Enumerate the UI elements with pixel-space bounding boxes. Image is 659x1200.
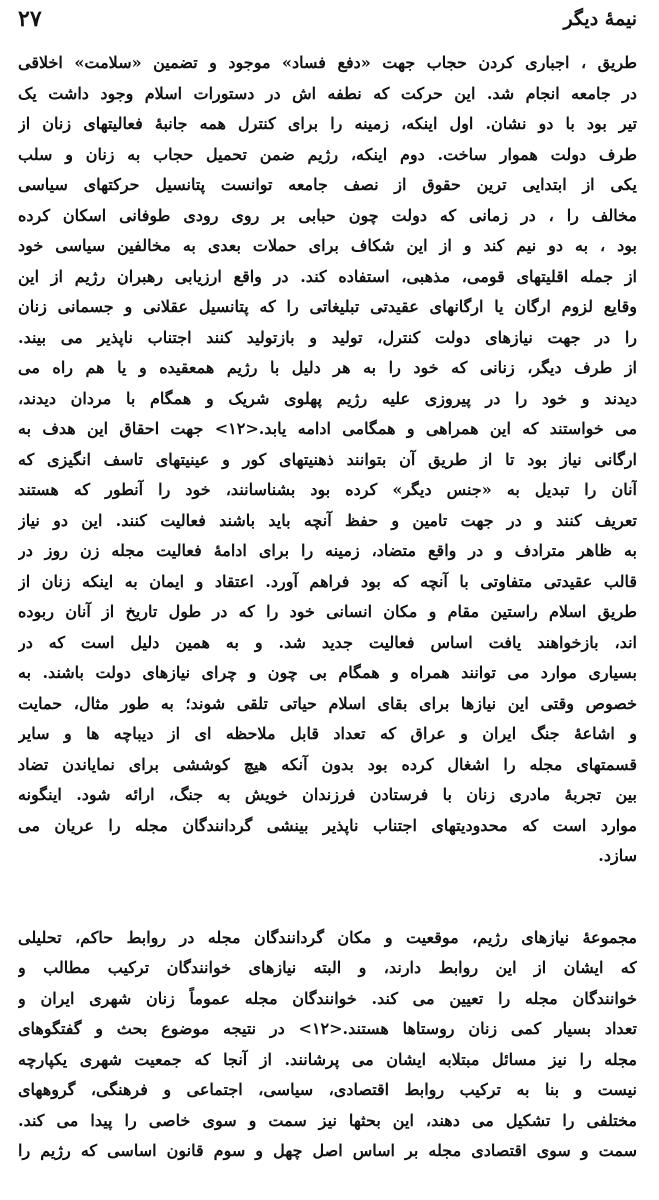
running-title: نیمهٔ دیگر bbox=[563, 8, 637, 30]
text-line: می خواستند که این همراهی و همگامی ادامه یابد.<۱۲> جهت احقاق این هدف به bbox=[18, 419, 637, 438]
text-line: از طرف دیگر، زنانی که خود را به هر دلیل با رژیم همعقیده و یا هم راه می bbox=[18, 358, 637, 377]
page-header bbox=[18, 6, 637, 40]
body-text bbox=[18, 48, 637, 1167]
paragraph-spacer bbox=[18, 872, 637, 923]
text-line: تعداد بسیار کمی زنان روستاها هستند.<۱۲> در نتیجه موضوع بحث و گفتگوهای bbox=[18, 1019, 637, 1038]
text-line: به ظاهر مترادف و در واقع متضاد، زمینه را برای ادامهٔ فعالیت مجله زن روز در bbox=[18, 541, 637, 560]
paragraph-1 bbox=[18, 48, 637, 872]
text-line: یکی از ابتدایی ترین حقوق از نصف جامعه توانست پتانسیل حرکتهای سیاسی bbox=[18, 175, 637, 194]
text-line: قسمتهای مجله را اشغال کرده بود بدون آنکه هیچ کوششی برای نمایاندن تضاد bbox=[18, 754, 637, 774]
text-line: طرف دولت هموار ساخت. دوم اینکه، رژیم ضمن تحمیل حجاب به زنان و سلب bbox=[18, 144, 637, 164]
text-line: نیست و بنا به ترکیب روابط اقتصادی، سیاسی، اجتماعی و فرهنگی، گروههای bbox=[18, 1080, 637, 1099]
text-line: را در جهت نیازهای دولت کنترل، تولید و بازتولید کنند اجتناب ناپذیر می بیند. bbox=[18, 327, 637, 347]
text-line: مخالف را ، در زمانی که دولت چون حبابی بر روی رودی طوفانی اسکان کرده bbox=[18, 205, 637, 225]
page-number: ۲۷ bbox=[18, 6, 42, 32]
text-line: خصوص وقتی این نیازها برای بقای اسلام حیاتی تلقی شوند؛ به طور مثال، حمایت bbox=[18, 693, 637, 713]
text-line: که ایشان از این روابط دارند، و البته نیازهای خوانندگان ترکیب مطالب و bbox=[18, 958, 637, 977]
text-line: تعریف کنند و در جهت تامین و حفظ آنچه باید باشند فعالیت کنند. این دو نیاز bbox=[18, 510, 637, 530]
text-line: مجموعهٔ نیازهای رژیم، موقعیت و مکان گردانندگان مجله در روابط حاکم، تحلیلی bbox=[18, 927, 637, 947]
text-line: در جامعه انجام شد. این حرکت که نطفه اش در دستورات اسلام وجود داشت یک bbox=[18, 83, 637, 103]
text-line: اند، بازخواهند یافت اساس فعالیت جدید شد. و به همین دلیل است که در bbox=[18, 632, 637, 652]
text-line: وقایع لزوم ارگان یا ارگانهای عقیدتی تبلیغاتی را که پتانسیل عقلانی و جسمانی زنان bbox=[18, 297, 637, 316]
paragraph-2 bbox=[18, 923, 637, 1167]
text-line: طریق اسلام راستین مقام و مکان انسانی خود را که در طول تاریخ از آنان ربوده bbox=[18, 602, 637, 621]
text-line: و اشاعهٔ جنگ ایران و عراق که تعداد قابل ملاحظه ای از دیباچه ها و سایر bbox=[18, 724, 637, 743]
text-line: قالب عقیدتی متفاوتی با آنچه که بود فراهم آورد. اعتقاد و ایمان به اینکه زنان از bbox=[18, 571, 637, 591]
text-line: از جمله اقلیتهای قومی، مذهبی، استفاده کند. در واقع ارزیابی رهبران رژیم از این bbox=[18, 266, 637, 286]
text-line: سمت و سوی اقتصادی مجله بر اساس اصل چهل و سوم قانون اساسی که رژیم را bbox=[18, 1141, 637, 1160]
text-line: بسیاری موارد می توانند همراه و همگام بی چون و چرای نیازهای دولت باشند. به bbox=[18, 663, 637, 682]
text-line: طریق ، اجباری کردن حجاب جهت «دفع فساد» موجود و تضمین «سلامت» اخلاقی bbox=[18, 53, 637, 72]
text-line: خوانندگان مجله را تعیین می کند. خوانندگان مجله عموماً زنان شهری ایران و bbox=[18, 988, 637, 1008]
text-line: مختلفی را تشکیل می دهند، این بحثها نیز سمت و سوی خاصی را پیدا می کند. bbox=[18, 1110, 637, 1130]
text-line: تیر بود با دو نشان. اول اینکه، زمینه را برای کنترل همه جانبهٔ فعالیتهای زنان از bbox=[18, 114, 637, 133]
text-line: ارگانی نیاز بود تا از طریق آن بتوانند ذهنیتهای کور و عینیتهای تاسف انگیزی که bbox=[18, 449, 637, 469]
text-line: مجله را نیز مسائل مبتلابه ایشان می پرشانند. از آنجا که جمعیت شهری یکپارچه bbox=[18, 1049, 637, 1069]
text-line: سازد. bbox=[598, 846, 637, 865]
text-line: بود ، به دو نیم کند و از این شکاف برای حملات بعدی به مخالفین سیاسی خود bbox=[18, 236, 637, 255]
text-line: دیدند و خود را در پیروزی علیه رژیم پهلوی شریک و همگام با مردان دیدند، bbox=[18, 388, 637, 408]
text-line: بین تجربهٔ مادری زنان با فرستادن فرزندان خویش به جنگ، ارائه شود. اینگونه bbox=[18, 785, 637, 804]
text-line: موارد است که محدودیتهای اجتناب ناپذیر بینشی گردانندگان مجله را عریان می bbox=[18, 815, 637, 835]
text-line: آنان را تبدیل به «جنس دیگر» کرده بود بشناسانند، خود را آنطور که هستند bbox=[18, 480, 637, 499]
